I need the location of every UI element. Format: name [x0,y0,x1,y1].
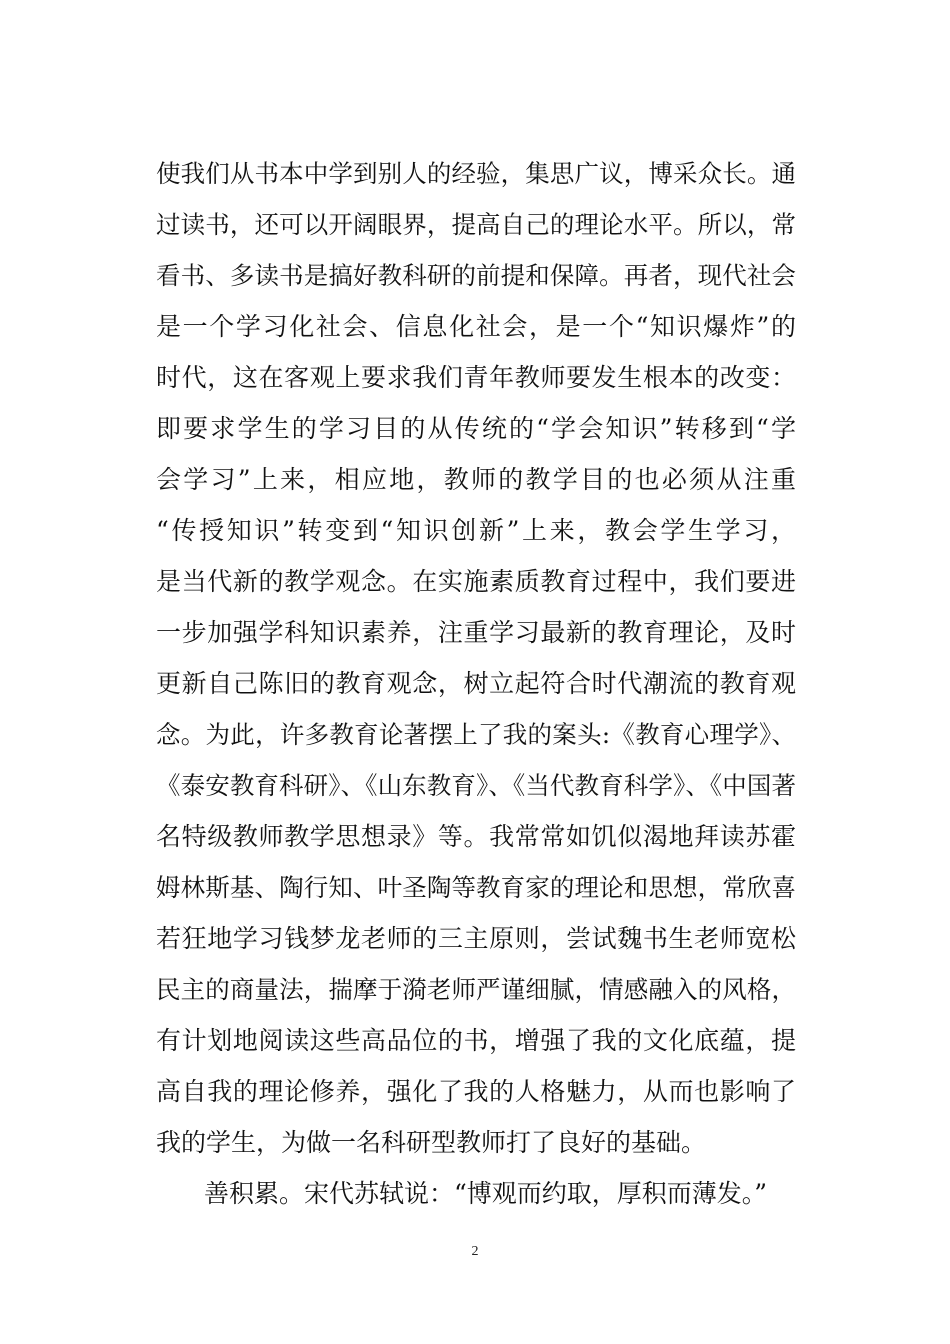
text-line: 《泰安教育科研》、《山东教育》、《当代教育科学》、《中国著 [156,771,796,800]
text-line: 民主的商量法，揣摩于漪老师严谨细腻，情感融入的风格， [156,975,796,1004]
text-line: 看书、多读书是搞好教科研的前提和保障。再者，现代社会 [156,261,796,290]
text-line: 名特级教师教学思想录》等。我常常如饥似渴地拜读苏霍 [156,822,796,851]
body-text [156,148,796,1219]
text-line: 一步加强学科知识素养，注重学习最新的教育理论，及时 [156,618,796,647]
text-line: 有计划地阅读这些高品位的书，增强了我的文化底蕴，提 [156,1026,796,1055]
text-line: 高自我的理论修养，强化了我的人格魅力，从而也影响了 [156,1077,796,1106]
text-line: 时代，这在客观上要求我们青年教师要发生根本的改变： [156,363,796,392]
text-line: 会学习”上来，相应地，教师的教学目的也必须从注重 [156,465,796,494]
page-number: 2 [471,1244,479,1259]
text-line: 过读书，还可以开阔眼界，提高自己的理论水平。所以，常 [156,210,796,239]
text-line: 念。为此，许多教育论著摆上了我的案头:《教育心理学》、 [156,720,796,749]
text-line: 更新自己陈旧的教育观念，树立起符合时代潮流的教育观 [156,669,796,698]
text-line: 是当代新的教学观念。在实施素质教育过程中，我们要进 [156,567,796,596]
text-line: 是一个学习化社会、信息化社会，是一个“知识爆炸”的 [156,312,796,341]
text-line: 即要求学生的学习目的从传统的“学会知识”转移到“学 [156,414,796,443]
text-line: “传授知识”转变到“知识创新”上来，教会学生学习， [156,516,796,545]
text-line: 姆林斯基、陶行知、叶圣陶等教育家的理论和思想，常欣喜 [156,873,796,902]
paragraph-start-line: 善积累。宋代苏轼说：“博观而约取，厚积而薄发。” [204,1179,768,1208]
text-line: 若狂地学习钱梦龙老师的三主原则，尝试魏书生老师宽松 [156,924,796,953]
text-line: 使我们从书本中学到别人的经验，集思广议，博采众长。通 [156,159,796,188]
paragraph-end-line: 我的学生，为做一名科研型教师打了良好的基础。 [156,1128,707,1157]
